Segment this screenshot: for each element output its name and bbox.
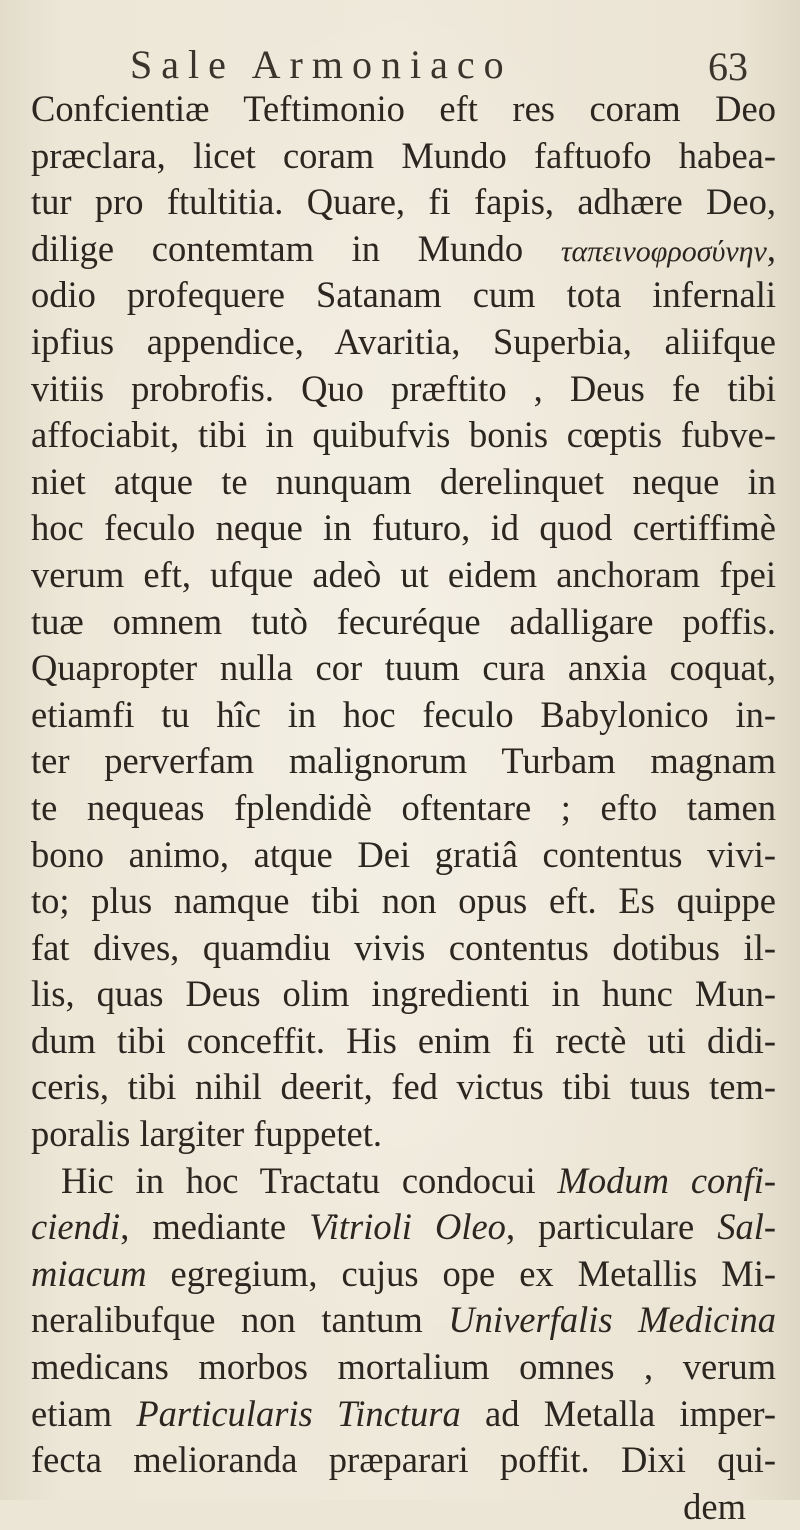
text-segment: tuæ omnem tutò fecuréque adalligare poffis. bbox=[31, 600, 776, 642]
text-segment: tur pro ftultitia. Quare, fi fapis, adhære Deo, bbox=[31, 181, 776, 223]
text-segment: affociabit, tibi in quibufvis bonis cœptis fubve- bbox=[31, 414, 776, 456]
text-line bbox=[31, 1111, 776, 1158]
text-line bbox=[31, 925, 776, 972]
text-segment: bono animo, atque Dei gratiâ contentus vivi- bbox=[31, 833, 776, 875]
text-line bbox=[31, 412, 776, 459]
text-line bbox=[31, 1064, 776, 1111]
text-segment: , bbox=[766, 227, 776, 269]
text-line bbox=[31, 552, 776, 599]
text-segment: neralibufque non tantum bbox=[31, 1299, 449, 1341]
text-line bbox=[31, 1391, 776, 1438]
greek-word: ταπεινοφροσύνην bbox=[560, 234, 767, 268]
body-text bbox=[31, 86, 776, 1527]
page-number: 63 bbox=[708, 44, 748, 89]
text-line bbox=[31, 86, 776, 133]
text-line bbox=[31, 785, 776, 832]
catchword: dem bbox=[683, 1485, 746, 1527]
text-line bbox=[31, 1158, 776, 1205]
text-line bbox=[31, 1018, 776, 1065]
text-segment: to; plus namque tibi non opus eft. Es quippe bbox=[31, 880, 776, 922]
text-line bbox=[31, 505, 776, 552]
text-segment: etiamfi tu hîc in hoc feculo Babylonico in- bbox=[31, 693, 776, 735]
text-segment: ter perverfam malignorum Turbam magnam bbox=[31, 740, 776, 782]
text-segment: niet atque te nunquam derelinquet neque in bbox=[31, 460, 776, 502]
text-segment: ad Metalla imper- bbox=[460, 1392, 776, 1434]
text-line bbox=[31, 645, 776, 692]
running-head: Sale Armoniaco bbox=[130, 42, 513, 87]
text-segment: lis, quas Deus olim ingredienti in hunc Mun- bbox=[31, 973, 776, 1015]
text-segment: ipfius appendice, Avaritia, Superbia, aliifque bbox=[31, 320, 776, 362]
text-line bbox=[31, 878, 776, 925]
text-line bbox=[31, 832, 776, 879]
text-segment: verum eft, ufque adeò ut eidem anchoram fpei bbox=[31, 553, 776, 595]
italic-text: Sal- bbox=[717, 1206, 776, 1248]
text-segment: te nequeas fplendidè oftentare ; efto tamen bbox=[31, 786, 776, 828]
text-segment: medicans morbos mortalium omnes , verum bbox=[31, 1346, 776, 1388]
text-segment: præclara, licet coram Mundo faftuofo habea- bbox=[31, 134, 776, 176]
italic-text: Vitrioli Oleo bbox=[309, 1206, 506, 1248]
text-segment: poralis largiter fuppetet. bbox=[31, 1113, 383, 1155]
text-segment: fecta melioranda præparari poffit. Dixi qui- bbox=[31, 1439, 776, 1481]
text-line bbox=[31, 319, 776, 366]
text-line bbox=[31, 133, 776, 180]
italic-text: miacum bbox=[31, 1252, 147, 1294]
text-segment: vitiis probrofis. Quo præftito , Deus fe tibi bbox=[31, 367, 776, 409]
text-line bbox=[31, 971, 776, 1018]
text-line bbox=[31, 738, 776, 785]
text-line bbox=[31, 1204, 776, 1251]
text-segment: , particulare bbox=[505, 1206, 718, 1248]
text-segment: , mediante bbox=[120, 1206, 310, 1248]
text-line bbox=[31, 272, 776, 319]
text-segment: Hic in hoc Tractatu condocui bbox=[61, 1159, 558, 1201]
text-segment: fat dives, quamdiu vivis contentus dotibus il- bbox=[31, 926, 776, 968]
text-segment: dum tibi conceffit. His enim fi rectè uti didi- bbox=[31, 1019, 776, 1061]
italic-text: ciendi bbox=[31, 1206, 121, 1248]
text-segment: dilige contemtam in Mundo bbox=[31, 227, 561, 269]
text-line bbox=[31, 599, 776, 646]
text-line bbox=[31, 179, 776, 226]
text-line bbox=[31, 1297, 776, 1344]
text-segment: etiam bbox=[31, 1392, 137, 1434]
text-segment: egregium, cujus ope ex Metallis Mi- bbox=[146, 1252, 776, 1294]
text-line bbox=[31, 1437, 776, 1484]
text-segment: Confcientiæ Teftimonio eft res coram Deo bbox=[31, 88, 776, 129]
italic-text: Univerfalis Medicina bbox=[448, 1299, 776, 1341]
text-segment: odio profequere Satanam cum tota infernali bbox=[31, 274, 776, 316]
text-line bbox=[31, 692, 776, 739]
text-line bbox=[31, 1251, 776, 1298]
text-segment: hoc feculo neque in futuro, id quod certiffimè bbox=[31, 507, 776, 549]
text-line bbox=[31, 1344, 776, 1391]
italic-text: Modum confi- bbox=[557, 1159, 776, 1201]
italic-text: Particularis Tinctura bbox=[136, 1392, 461, 1434]
text-line bbox=[31, 226, 776, 273]
text-line bbox=[31, 366, 776, 413]
text-segment: ceris, tibi nihil deerit, fed victus tibi tuus tem- bbox=[31, 1066, 776, 1108]
text-line bbox=[31, 459, 776, 506]
text-segment: Quapropter nulla cor tuum cura anxia coquat, bbox=[31, 647, 776, 689]
